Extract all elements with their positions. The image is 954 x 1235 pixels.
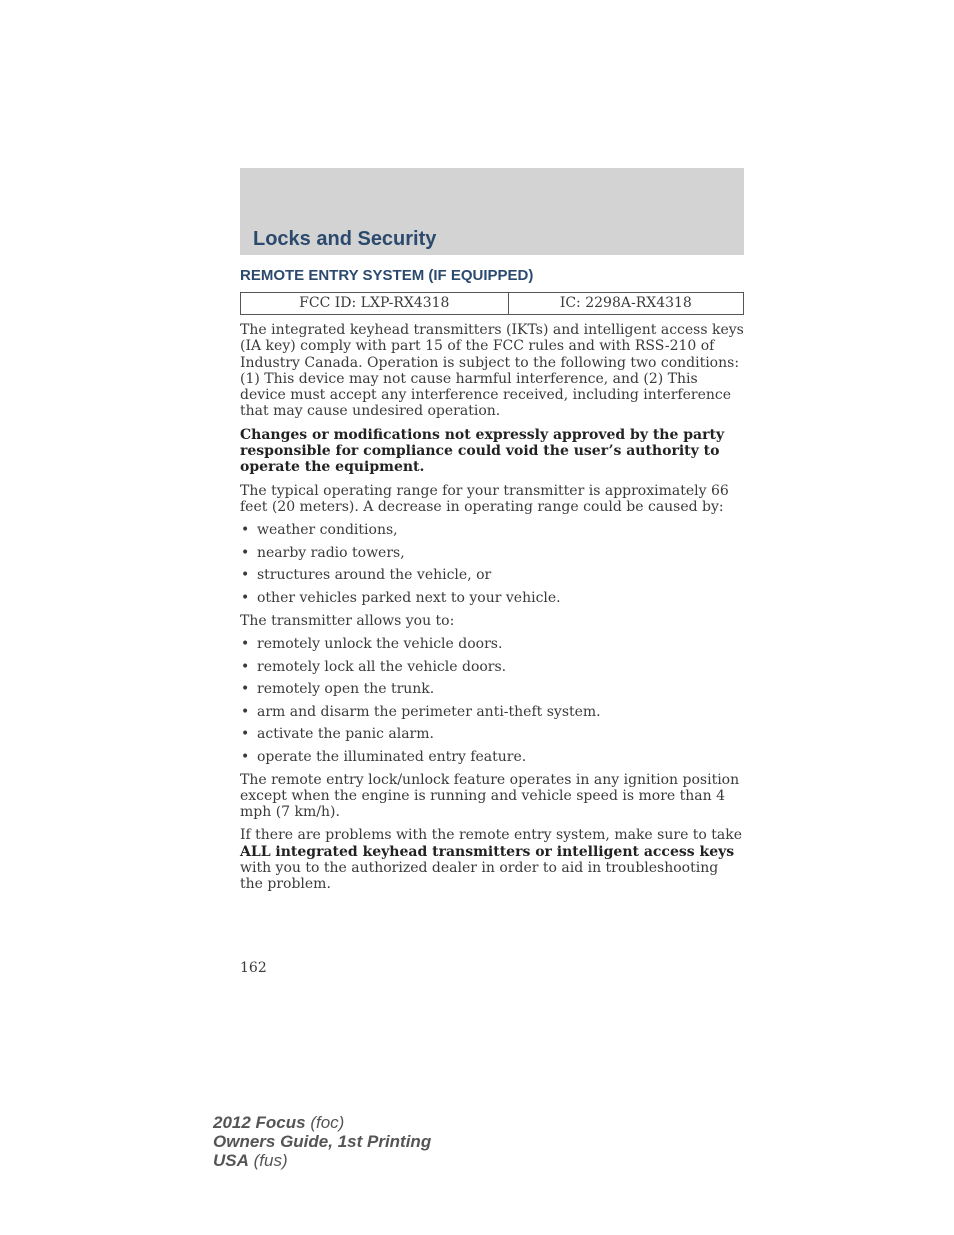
list-item: • weather conditions, [241, 522, 398, 539]
footer-line-model: 2012 Focus (foc) [213, 1113, 345, 1132]
bullet-icon: • [241, 703, 250, 720]
bullet-icon: • [241, 748, 250, 765]
bullet-icon: • [241, 522, 250, 539]
transmitter-intro: The transmitter allows you to: [240, 612, 455, 629]
bullet-icon: • [241, 635, 250, 652]
regulatory-id-table [240, 292, 744, 315]
page-number: 162 [240, 960, 267, 976]
range-causes-list [240, 522, 744, 606]
ignition-paragraph: The remote entry lock/unlock feature operates in any ignition position except when the engine is running and vehicle speed is more than 4 mph (7 km/h). [240, 771, 740, 821]
list-item: • activate the panic alarm. [241, 726, 434, 743]
list-item: • arm and disarm the perimeter anti-theft system. [241, 703, 601, 720]
operating-range-paragraph: The typical operating range for your transmitter is approximately 66 feet (20 meters). A decrease in operating range could be caused by: [240, 482, 729, 515]
fcc-id-cell: FCC ID: LXP-RX4318 [241, 293, 509, 315]
list-item: • nearby radio towers, [241, 544, 405, 561]
list-item: • other vehicles parked next to your vehicle. [241, 590, 561, 607]
bullet-icon: • [241, 544, 250, 561]
modification-warning: Changes or modifications not expressly approved by the party responsible for compliance could void the user’s authority to operate the equipment. [240, 426, 725, 476]
footer-line-market: USA (fus) [213, 1151, 288, 1170]
bullet-icon: • [241, 681, 250, 698]
keys-emphasis: ALL integrated keyhead transmitters or intelligent access keys [240, 843, 735, 860]
bullet-icon: • [241, 726, 250, 743]
section-heading: REMOTE ENTRY SYSTEM (IF EQUIPPED) [240, 267, 534, 284]
bullet-icon: • [241, 590, 250, 607]
compliance-paragraph: The integrated keyhead transmitters (IKTs) and intelligent access keys (IA key) comply with part 15 of the FCC rules and with RSS-210 of Industry Canada. Operation is subject to the following two conditions: (1) This device may not cause harmful interference, and (2) This device must accept any interference received, including interference that may cause undesired operation. [240, 322, 744, 420]
page-content [240, 266, 744, 900]
bullet-icon: • [241, 658, 250, 675]
troubleshooting-paragraph: If there are problems with the remote entry system, make sure to take ALL integrated keyhead transmitters or intelligent access keys with you to the authorized dealer in order to aid in troubleshooting the problem. [240, 827, 743, 893]
footer-line-edition: Owners Guide, 1st Printing [213, 1132, 432, 1151]
bullet-icon: • [241, 567, 250, 584]
list-item: • operate the illuminated entry feature. [241, 748, 527, 765]
chapter-title: Locks and Security [253, 228, 437, 250]
list-item: • remotely lock all the vehicle doors. [241, 658, 507, 675]
ic-id-cell: IC: 2298A-RX4318 [508, 293, 743, 315]
list-item: • structures around the vehicle, or [241, 567, 492, 584]
list-item: • remotely unlock the vehicle doors. [241, 635, 503, 652]
document-footer [213, 1113, 431, 1170]
list-item: • remotely open the trunk. [241, 681, 435, 698]
features-list [240, 636, 744, 765]
